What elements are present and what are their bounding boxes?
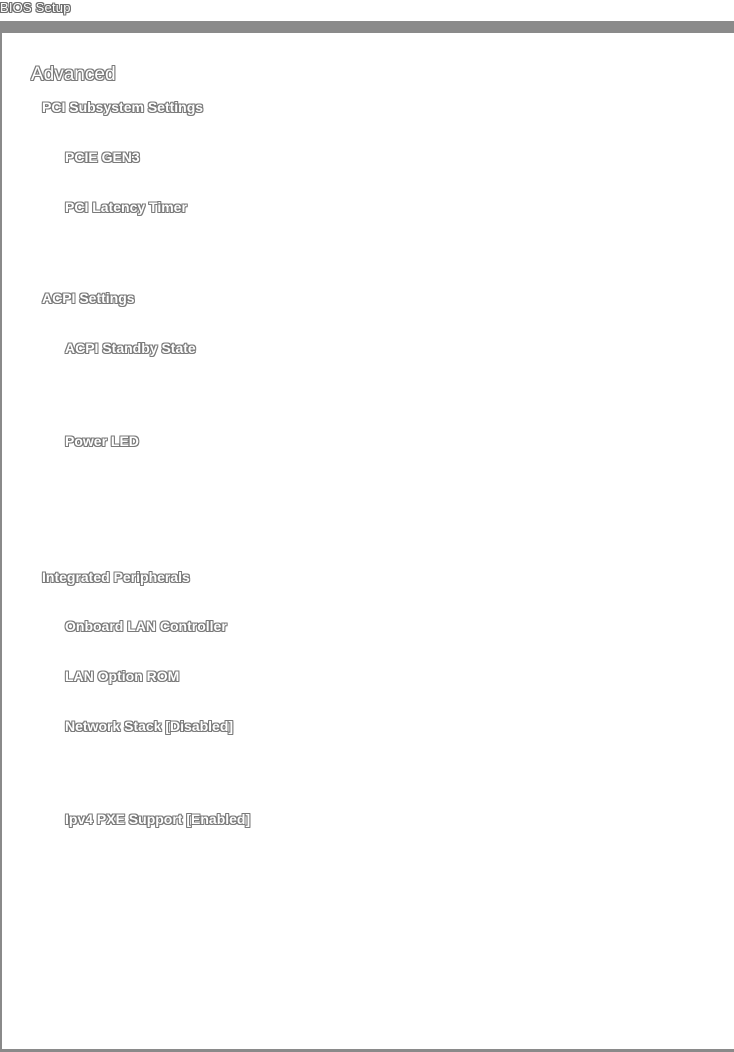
item-power-led: Power LED [65,433,139,449]
section-acpi-settings: ACPI Settings [42,290,135,306]
item-pci-latency-timer: PCI Latency Timer [65,199,187,215]
page-title: Advanced [31,64,116,85]
item-network-stack: Network Stack [Disabled] [65,718,234,734]
header-bar [0,21,734,33]
item-lan-option-rom: LAN Option ROM [65,668,180,684]
section-integrated-peripherals: Integrated Peripherals [42,569,190,585]
item-pcie-gen3: PCIE GEN3 [65,149,140,165]
section-pci-subsystem-settings: PCI Subsystem Settings [42,99,204,115]
frame-left-border [0,21,2,1052]
item-onboard-lan-controller: Onboard LAN Controller [65,618,227,634]
header-title: BIOS Setup [0,0,71,15]
item-ipv4-pxe-support: Ipv4 PXE Support [Enabled] [65,811,251,827]
item-acpi-standby-state: ACPI Standby State [65,340,196,356]
